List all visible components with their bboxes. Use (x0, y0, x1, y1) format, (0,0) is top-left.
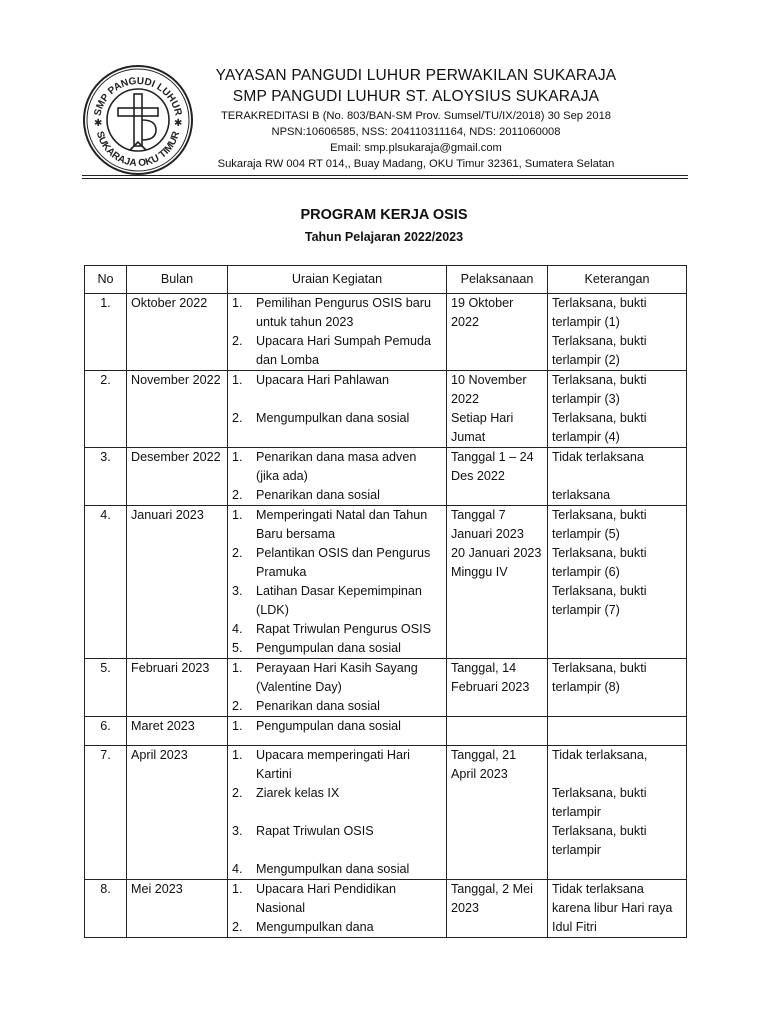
row-bulan: Januari 2023 (127, 506, 228, 659)
row-kegiatan (228, 294, 447, 371)
row-keterangan: Tidak terlaksana terlaksana (548, 448, 687, 506)
table-row (85, 717, 687, 746)
table-row (85, 880, 687, 938)
program-table (84, 265, 687, 938)
list-item: 2. Ziarek kelas IX (232, 786, 340, 800)
accreditation-line: TERAKREDITASI B (No. 803/BAN-SM Prov. Sumsel/TU/IX/2018) 30 Sep 2018 (220, 110, 612, 122)
row-kegiatan (228, 506, 447, 659)
document-title: PROGRAM KERJA OSIS (300, 207, 468, 223)
email-line: Email: smp.plsukaraja@gmail.com (330, 142, 502, 154)
row-bulan: Maret 2023 (127, 717, 228, 746)
row-kegiatan (228, 746, 447, 880)
table-row (85, 371, 687, 448)
row-no: 5. (85, 659, 127, 717)
row-keterangan: Tidak terlaksana, Terlaksana, bukti terlampir Terlaksana, bukti terlampir (548, 746, 687, 880)
row-keterangan: Tidak terlaksana karena libur Hari raya Idul Fitri (548, 880, 687, 938)
row-bulan: April 2023 (127, 746, 228, 880)
list-item: 3. Latihan Dasar Kepemimpinan (LDK) (232, 584, 422, 617)
row-no: 2. (85, 371, 127, 448)
header-no: No (85, 266, 127, 294)
list-item: 1. Pengumpulan dana sosial (232, 719, 401, 733)
list-item: 1. Penarikan dana masa adven (jika ada) (232, 450, 417, 483)
row-pelaksanaan: Tanggal, 14 Februari 2023 (447, 659, 548, 717)
list-item: 1. Upacara Hari Pendidikan Nasional (232, 882, 397, 915)
foundation-name: YAYASAN PANGUDI LUHUR PERWAKILAN SUKARAJA (215, 67, 617, 84)
row-pelaksanaan: Tanggal 7 Januari 2023 20 Januari 2023 Minggu IV (447, 506, 548, 659)
school-seal-logo (82, 64, 194, 176)
row-no: 8. (85, 880, 127, 938)
table-header-row (85, 266, 687, 294)
row-kegiatan (228, 717, 447, 746)
row-no: 1. (85, 294, 127, 371)
row-bulan: Desember 2022 (127, 448, 228, 506)
list-item: 3. Rapat Triwulan OSIS (232, 824, 374, 838)
row-pelaksanaan: 19 Oktober 2022 (447, 294, 548, 371)
row-kegiatan (228, 448, 447, 506)
header-rule-thick (82, 178, 688, 179)
address-line: Sukaraja RW 004 RT 014,, Buay Madang, OKU Timur 32361, Sumatera Selatan (217, 158, 615, 170)
row-pelaksanaan: Tanggal, 21 April 2023 (447, 746, 548, 880)
row-bulan: Mei 2023 (127, 880, 228, 938)
row-keterangan: Terlaksana, bukti terlampir (8) (548, 659, 687, 717)
row-kegiatan (228, 659, 447, 717)
row-keterangan: Terlaksana, bukti terlampir (1) Terlaksana, bukti terlampir (2) (548, 294, 687, 371)
header-bulan: Bulan (127, 266, 228, 294)
table-row (85, 448, 687, 506)
list-item: 2. Upacara Hari Sumpah Pemuda dan Lomba (232, 334, 432, 367)
table-row (85, 294, 687, 371)
row-pelaksanaan: Tanggal, 2 Mei 2023 (447, 880, 548, 938)
list-item: 2. Penarikan dana sosial (232, 699, 380, 713)
svg-text:✱: ✱ (94, 118, 103, 129)
table-row (85, 506, 687, 659)
logo-text-bottom: SUKARAJA OKU TIMUR (93, 130, 183, 170)
svg-text:✱: ✱ (174, 118, 183, 129)
list-item: 1. Upacara Hari Pahlawan (232, 373, 390, 387)
row-bulan: Februari 2023 (127, 659, 228, 717)
logo-text-top: SMP PANGUDI LUHUR (92, 75, 184, 117)
list-item: 5. Pengumpulan dana sosial (232, 641, 401, 655)
row-kegiatan (228, 371, 447, 448)
header-uraian-kegiatan: Uraian Kegiatan (228, 266, 447, 294)
header-rule-thin (82, 175, 688, 176)
table-row (85, 746, 687, 880)
list-item: 4. Rapat Triwulan Pengurus OSIS (232, 622, 432, 636)
list-item: 2. Pelantikan OSIS dan Pengurus Pramuka (232, 546, 431, 579)
row-bulan: November 2022 (127, 371, 228, 448)
school-ids-line: NPSN:10606585, NSS: 204110311164, NDS: 2011060008 (271, 126, 561, 138)
svg-text:SMP PANGUDI LUHUR (93, 76, 184, 118)
row-bulan: Oktober 2022 (127, 294, 228, 371)
header-keterangan: Keterangan (548, 266, 687, 294)
row-keterangan: Terlaksana, bukti terlampir (3) Terlaksana, bukti terlampir (4) (548, 371, 687, 448)
row-no: 6. (85, 717, 127, 746)
row-no: 4. (85, 506, 127, 659)
list-item: 1. Upacara memperingati Hari Kartini (232, 748, 410, 781)
list-item: 4. Mengumpulkan dana sosial (232, 862, 410, 876)
row-keterangan: Terlaksana, bukti terlampir (5) Terlaksana, bukti terlampir (6) Terlaksana, bukti terlampir (7) (548, 506, 687, 659)
list-item: 2. Mengumpulkan dana sosial (232, 411, 410, 425)
row-pelaksanaan: Tanggal 1 – 24 Des 2022 (447, 448, 548, 506)
row-pelaksanaan (447, 717, 548, 746)
list-item: 1. Memperingati Natal dan Tahun Baru bersama (232, 508, 428, 541)
letterhead-text (200, 66, 632, 172)
letterhead (0, 0, 768, 182)
list-item: 1. Pemilihan Pengurus OSIS baru untuk tahun 2023 (232, 296, 432, 329)
row-no: 3. (85, 448, 127, 506)
row-no: 7. (85, 746, 127, 880)
list-item: 1. Perayaan Hari Kasih Sayang (Valentine Day) (232, 661, 418, 694)
list-item: 2. Penarikan dana sosial (232, 488, 380, 502)
header-pelaksanaan: Pelaksanaan (447, 266, 548, 294)
table-row (85, 659, 687, 717)
list-item: 2. Mengumpulkan dana (232, 920, 374, 934)
school-name: SMP PANGUDI LUHUR ST. ALOYSIUS SUKARAJA (232, 88, 600, 105)
row-kegiatan (228, 880, 447, 938)
document-subtitle: Tahun Pelajaran 2022/2023 (304, 230, 464, 244)
row-keterangan (548, 717, 687, 746)
row-pelaksanaan: 10 November 2022 Setiap Hari Jumat (447, 371, 548, 448)
